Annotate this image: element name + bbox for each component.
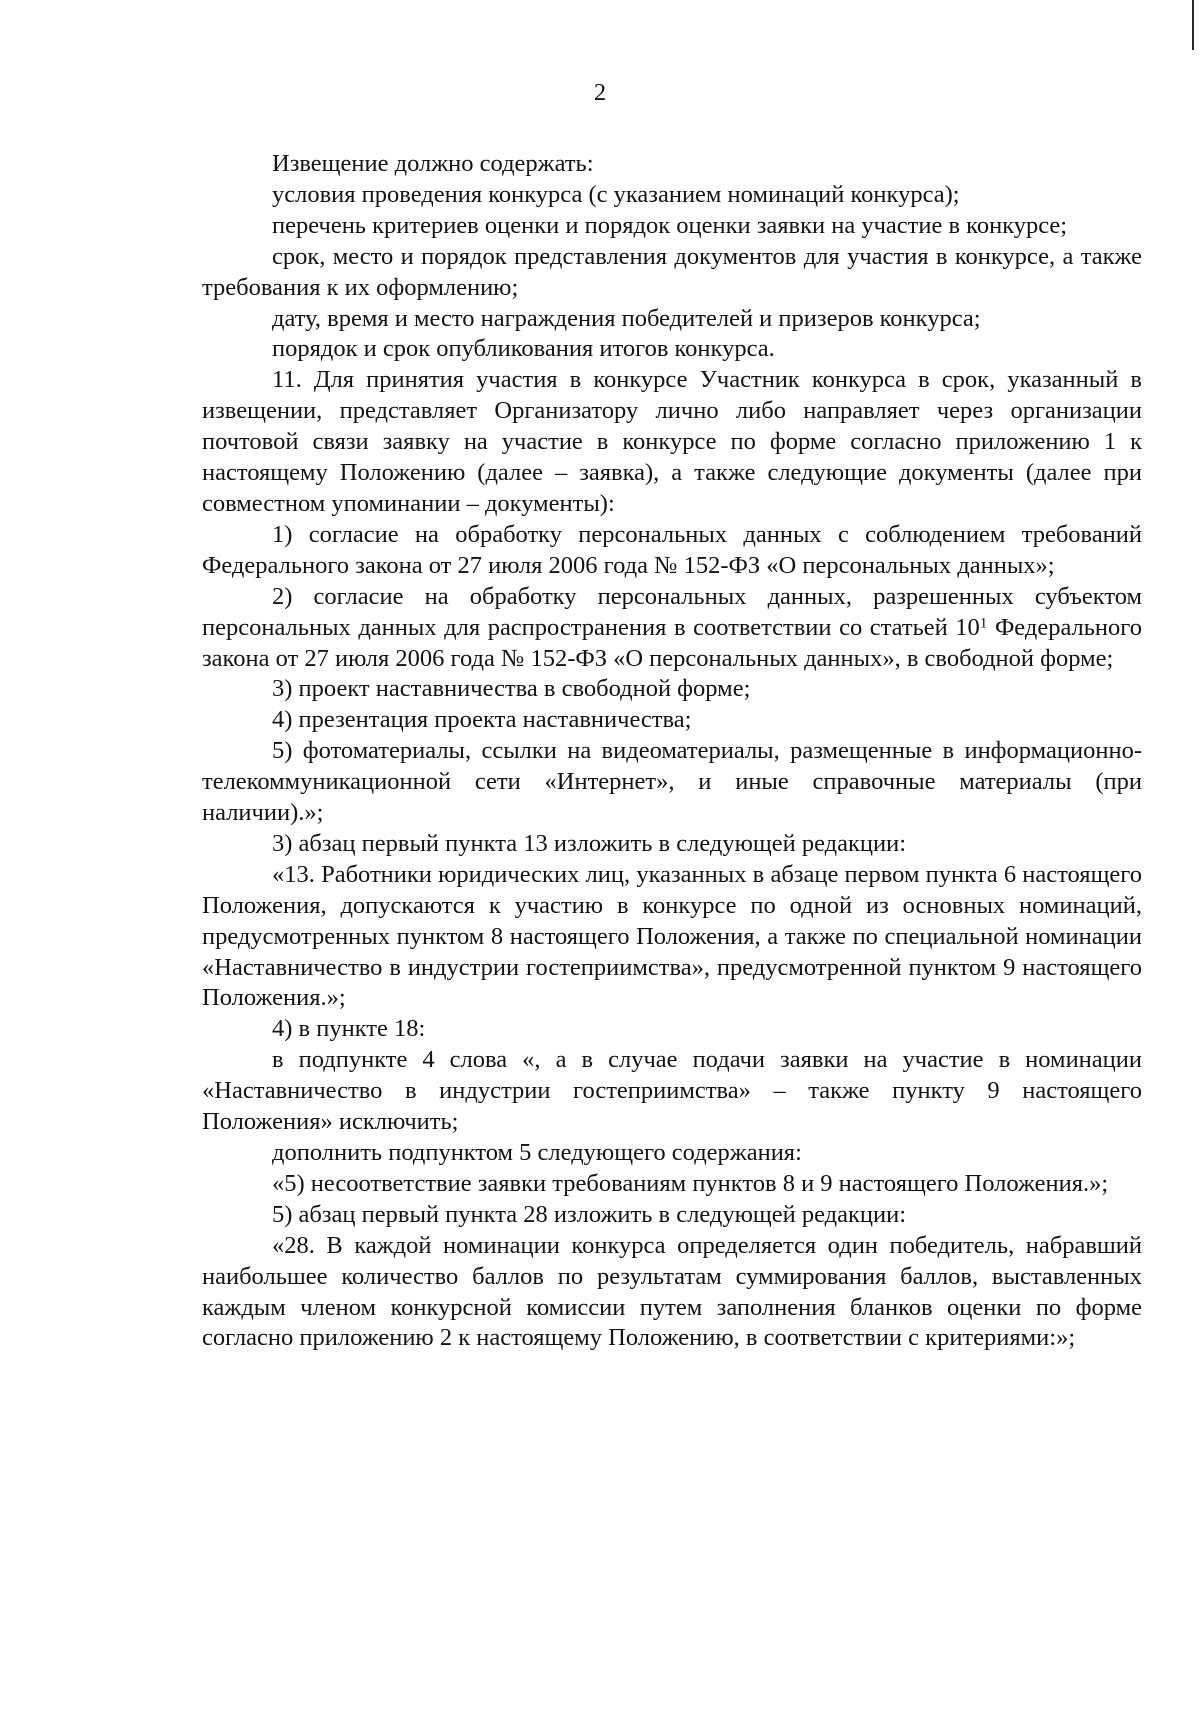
- paragraph: 3) проект наставничества в свободной форме;: [272, 675, 751, 703]
- paragraph-text: 2) согласие на обработку персональных данных, разрешенных субъектом персональных данных для распространения в соответствии со статьей 10: [202, 582, 1142, 641]
- paragraph: 5) абзац первый пункта 28 изложить в следующей редакции:: [272, 1200, 907, 1228]
- paragraph: перечень критериев оценки и порядок оценки заявки на участие в конкурсе;: [272, 211, 1068, 239]
- page-number: 2: [593, 79, 607, 106]
- paragraph: условия проведения конкурса (с указанием номинаций конкурса);: [272, 180, 960, 208]
- paragraph-text: Федерального закона от 27 июля 2006 года № 152-ФЗ «О персональных данных», в свободной форме;: [202, 613, 1142, 672]
- paragraph: «5) несоответствие заявки требованиям пунктов 8 и 9 настоящего Положения.»;: [272, 1169, 1109, 1197]
- paragraph-with-superscript: [202, 582, 1142, 675]
- paragraph: «13. Работники юридических лиц, указанных в абзаце первом пункта 6 настоящего Положения, допускаются к участию в конкурсе по одной из основных номинаций, предусмотренных пунктом 8 настоящего Положения, а также по специальной номинации «Наставничество в индустрии гостеприимства», предусмотренной пунктом 9 настоящего Положения.»;: [202, 860, 1142, 1012]
- paragraph: 11. Для принятия участия в конкурсе Участник конкурса в срок, указанный в извещении, представляет Организатору лично либо направляет через организации почтовой связи заявку на участие в конкурсе по форме согласно приложению 1 к настоящему Положению (далее – заявка), а также следующие документы (далее при совместном упоминании – документы):: [202, 366, 1142, 517]
- paragraph: срок, место и порядок представления документов для участия в конкурсе, а также требования к их оформлению;: [202, 242, 1142, 301]
- paragraph: в подпункте 4 слова «, а в случае подачи заявки на участие в номинации «Наставничество в индустрии гостеприимства» – также пункту 9 настоящего Положения» исключить;: [202, 1046, 1142, 1136]
- paragraph: 1) согласие на обработку персональных данных с соблюдением требований Федерального закона от 27 июля 2006 года № 152-ФЗ «О персональных данных»;: [202, 520, 1142, 579]
- paragraph: 5) фотоматериалы, ссылки на видеоматериалы, размещенные в информационно-телекоммуникационной сети «Интернет», и иные справочные материалы (при наличии).»;: [202, 737, 1142, 827]
- paragraph: 4) в пункте 18:: [272, 1015, 426, 1043]
- superscript: 1: [979, 614, 988, 631]
- paragraph: Извещение должно содержать:: [272, 150, 594, 177]
- paragraph: дату, время и место награждения победителей и призеров конкурса;: [272, 304, 981, 332]
- document-body: [202, 149, 1142, 1354]
- paragraph: дополнить подпунктом 5 следующего содержания:: [272, 1139, 802, 1166]
- paragraph: 4) презентация проекта наставничества;: [272, 706, 692, 734]
- scan-edge-mark: [1192, 0, 1194, 50]
- paragraph: 3) абзац первый пункта 13 изложить в следующей редакции:: [272, 829, 907, 857]
- paragraph: «28. В каждой номинации конкурса определяется один победитель, набравший наибольшее количество баллов по результатам суммирования баллов, выставленных каждым членом конкурсной комиссии путем заполнения бланков оценки по форме согласно приложению 2 к настоящему Положению, в соответствии с критериями:»;: [202, 1231, 1142, 1352]
- paragraph: порядок и срок опубликования итогов конкурса.: [272, 335, 775, 363]
